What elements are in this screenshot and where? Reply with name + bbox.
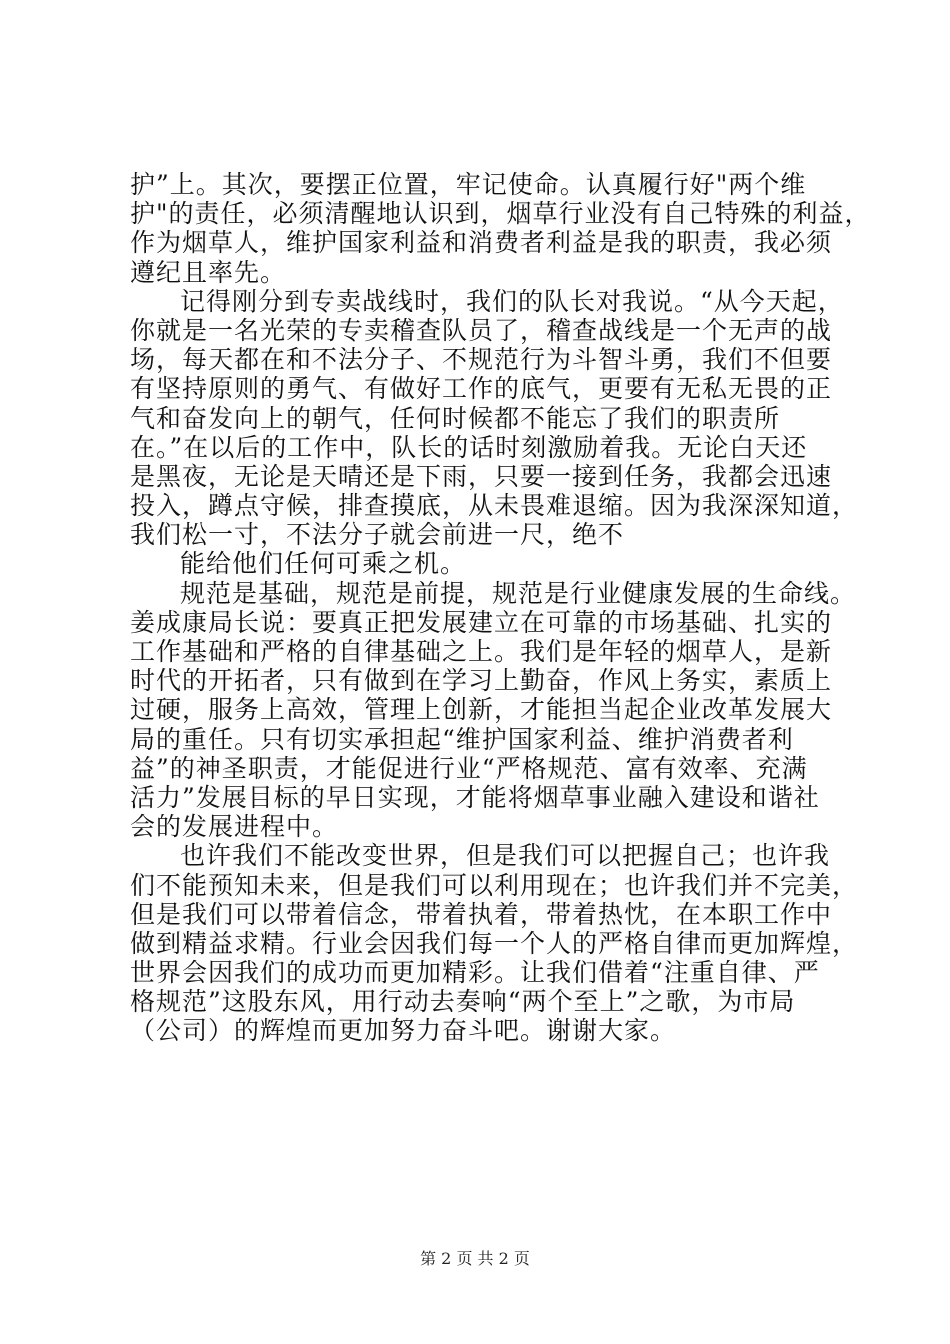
text-line: 活力”发展目标的早日实现，才能将烟草事业融入建设和谐社 [130, 782, 820, 812]
text-line: 但是我们可以带着信念，带着执着，带着热忱，在本职工作中 [130, 899, 833, 929]
text-line: 格规范”这股东风，用行动去奏响“两个至上”之歌，为市局 [130, 987, 796, 1017]
text-line: 是黑夜，无论是天晴还是下雨，只要一接到任务，我都会迅速 [130, 461, 833, 491]
text-line: 工作基础和严格的自律基础之上。我们是年轻的烟草人，是新 [130, 637, 833, 666]
page-footer: 第 2 页 共 2 页 [420, 1249, 530, 1268]
text-line: 护”上。其次，要摆正位置，牢记使命。认真履行好"两个维 [130, 170, 807, 199]
text-line: 作为烟草人，维护国家利益和消费者利益是我的职责，我必须 [130, 228, 833, 258]
text-line: 遵纪且率先。 [130, 257, 287, 287]
text-line: 规范是基础，规范是前提，规范是行业健康发展的生命线。 [180, 578, 857, 608]
text-line: 气和奋发向上的朝气，任何时候都不能忘了我们的职责所 [130, 403, 781, 433]
text-line: 做到精益求精。行业会因我们每一个人的严格自律而更加辉煌， [130, 928, 859, 958]
text-line: 时代的开拓者，只有做到在学习上勤奋，作风上务实，素质上 [130, 666, 833, 696]
text-line: 也许我们不能改变世界，但是我们可以把握自己；也许我 [180, 841, 831, 871]
text-line: 护"的责任，必须清醒地认识到，烟草行业没有自己特殊的利益， [130, 199, 871, 229]
text-line: （公司）的辉煌而更加努力奋斗吧。谢谢大家。 [130, 1016, 677, 1046]
text-line: 能给他们任何可乘之机。 [180, 549, 467, 579]
text-line: 过硬，服务上高效，管理上创新，才能担当起企业改革发展大 [130, 695, 833, 725]
text-line: 投入，蹲点守候，排查摸底，从未畏难退缩。因为我深深知道， [130, 491, 859, 521]
text-line: 们不能预知未来，但是我们可以利用现在；也许我们并不完美， [130, 870, 859, 900]
text-line: 在。”在以后的工作中，队长的话时刻激励着我。无论白天还 [130, 432, 808, 462]
text-line: 益”的神圣职责，才能促进行业“严格规范、富有效率、充满 [130, 753, 808, 783]
body-text [130, 170, 871, 1046]
text-line: 你就是一名光荣的专卖稽查队员了，稽查战线是一个无声的战 [130, 315, 833, 345]
text-line: 有坚持原则的勇气、有做好工作的底气，更要有无私无畏的正 [130, 374, 833, 404]
text-line: 世界会因我们的成功而更加精彩。让我们借着“注重自律、严 [130, 958, 820, 988]
text-line: 记得刚分到专卖战线时，我们的队长对我说。“从今天起， [180, 286, 844, 316]
text-line: 场，每天都在和不法分子、不规范行为斗智斗勇，我们不但要 [130, 345, 833, 375]
text-line: 局的重任。只有切实承担起“维护国家利益、维护消费者利 [130, 724, 794, 754]
text-line: 我们松一寸，不法分子就会前进一尺，绝不 [130, 520, 625, 550]
text-line: 会的发展进程中。 [130, 812, 339, 842]
text-line: 姜成康局长说：要真正把发展建立在可靠的市场基础、扎实的 [130, 607, 833, 637]
